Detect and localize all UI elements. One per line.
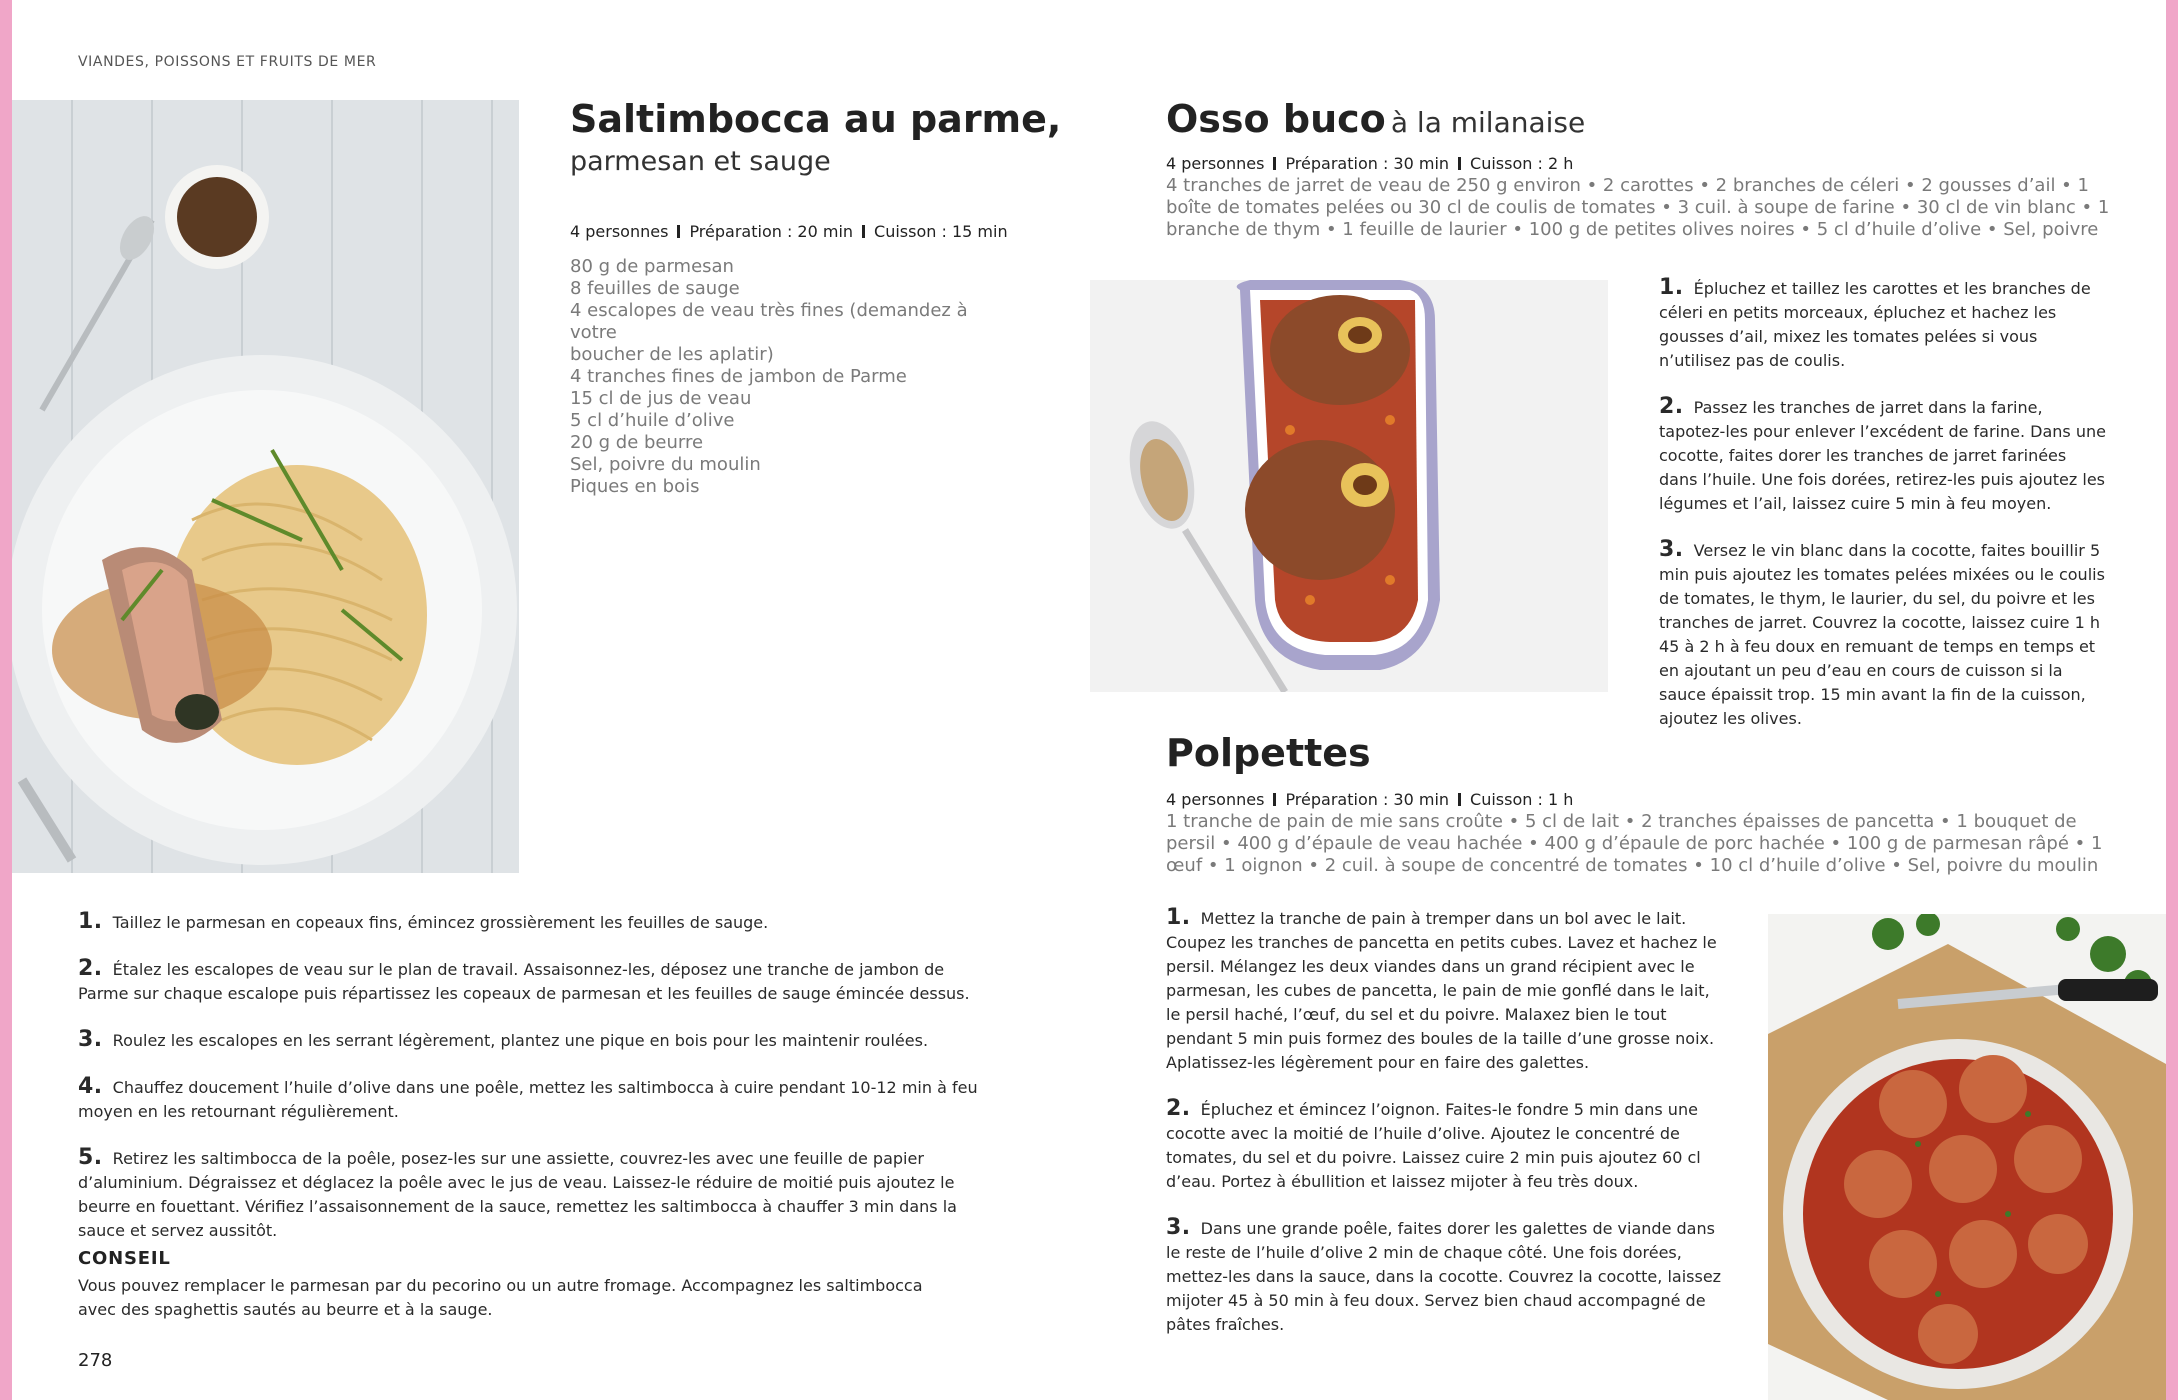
step-text: Épluchez et émincez l’oignon. Faites-le fondre 5 min dans une cocotte avec la moitié de l’huile d’olive. Ajoutez le concentré de tomates, du sel et du poivre. Laissez cuire 2 min puis ajoutez 60 cl d’eau. Portez à ébullition et laissez mijoter à feu très doux.: [1166, 1100, 1701, 1191]
step-text: Chauffez doucement l’huile d’olive dans une poêle, mettez les saltimbocca à cuire pendant 10-12 min à feu moyen en les retournant régulièrement.: [78, 1078, 978, 1121]
polpettes-servings: 4 personnes: [1166, 790, 1265, 809]
step-number: 1.: [78, 909, 103, 934]
recipe-step: [78, 957, 978, 1006]
meta-separator: [1273, 793, 1276, 806]
ingredient-item: 20 g de beurre: [570, 432, 704, 453]
ingredient-item: Sel, poivre du moulin: [570, 454, 761, 475]
ingredient-item: Piques en bois: [570, 476, 700, 497]
polpettes-steps: [1166, 906, 1726, 1359]
polpettes-meta: [1166, 790, 2126, 809]
section-label: VIANDES, POISSONS ET FRUITS DE MER: [78, 54, 377, 70]
tip-text: Vous pouvez remplacer le parmesan par du pecorino ou un autre fromage. Accompagnez les saltimbocca avec des spaghettis sautés au beurre et à la sauge.: [78, 1276, 923, 1319]
step-number: 5.: [78, 1145, 103, 1170]
meta-separator: [1273, 157, 1276, 170]
recipe-step: [1659, 395, 2109, 516]
step-text: Passez les tranches de jarret dans la farine, tapotez-les pour enlever l’excédent de farine. Dans une cocotte, faites dorer les tranches de jarret farinées dans l’huile. Une fois dorées, retirez-les puis ajoutez les légumes et l’ail, laissez cuire 5 min à feu moyen.: [1659, 398, 2106, 513]
saltimbocca-subtitle: parmesan et sauge: [570, 146, 831, 177]
meta-separator: [1458, 793, 1461, 806]
step-number: 2.: [1659, 394, 1684, 419]
meta-separator: [1458, 157, 1461, 170]
step-text: Roulez les escalopes en les serrant légèrement, plantez une pique en bois pour les maintenir roulées.: [112, 1031, 929, 1050]
recipe-step: [1659, 538, 2109, 731]
ingredient-item: 4 tranches fines de jambon de Parme: [570, 366, 907, 387]
ossobuco-title: Osso buco: [1166, 97, 1386, 141]
saltimbocca-prep-time: Préparation : 20 min: [689, 222, 854, 241]
meta-separator: [677, 225, 680, 238]
step-number: 2.: [1166, 1096, 1191, 1121]
page-edge-right: [2166, 0, 2178, 1400]
ossobuco-ingredients: 4 tranches de jarret de veau de 250 g environ • 2 carottes • 2 branches de céleri • 2 gousses d’ail • 1 boîte de tomates pelées ou 30 cl de coulis de tomates • 3 cuil. à soupe de farine • 30 cl de vin blanc • 1 branche de thym • 1 feuille de laurier • 100 g de petites olives noires • 5 cl d’huile d’olive • Sel, poivre: [1166, 175, 2110, 240]
saltimbocca-steps: [78, 910, 978, 1265]
recipe-step: [78, 1146, 978, 1243]
ingredient-item: 80 g de parmesan: [570, 256, 734, 277]
saltimbocca-meta: [570, 222, 1090, 241]
ingredient-item: 8 feuilles de sauge: [570, 278, 740, 299]
saltimbocca-photo: [12, 100, 519, 873]
ossobuco-prep-time: Préparation : 30 min: [1285, 154, 1450, 173]
ossobuco-steps: [1659, 276, 2109, 753]
step-text: Épluchez et taillez les carottes et les branches de céleri en petits morceaux, épluchez et hachez les gousses d’ail, mixez les tomates pelées si vous n’utilisez pas de coulis.: [1659, 279, 2091, 370]
recipe-step: [1659, 276, 2109, 373]
tip-heading: CONSEIL: [78, 1248, 171, 1269]
step-number: 3.: [1166, 1215, 1191, 1240]
recipe-step: [1166, 1216, 1726, 1337]
step-text: Mettez la tranche de pain à tremper dans un bol avec le lait. Coupez les tranches de pancetta en petits cubes. Lavez et hachez le persil. Mélangez les deux viandes dans un grand récipient avec le parmesan, les cubes de pancetta, le pain de mie gonflé dans le lait, le persil haché, l’œuf, du sel et du poivre. Malaxez bien le tout pendant 5 min puis formez des boules de la taille d’une grosse noix. Aplatissez-les légèrement pour en faire des galettes.: [1166, 909, 1717, 1072]
polpettes-cook-time: Cuisson : 1 h: [1470, 790, 1574, 809]
polpettes-prep-time: Préparation : 30 min: [1285, 790, 1450, 809]
step-number: 2.: [78, 956, 103, 981]
page-edge-left: [0, 0, 12, 1400]
recipe-step: [78, 1028, 978, 1053]
recipe-step: [1166, 1097, 1726, 1194]
ossobuco-heading: [1166, 96, 2066, 142]
step-text: Versez le vin blanc dans la cocotte, faites bouillir 5 min puis ajoutez les tomates pelées mixées ou le coulis de tomates, le thym, le laurier, du sel, du poivre et les tranches de jarret. Couvrez la cocotte, laissez cuire 1 h 45 à 2 h à feu doux en remuant de temps en temps et en ajoutant un peu d’eau en cours de cuisson si la sauce épaissit trop. 15 min avant la fin de la cuisson, ajoutez les olives.: [1659, 541, 2105, 728]
ingredient-item: 15 cl de jus de veau: [570, 388, 752, 409]
step-text: Retirez les saltimbocca de la poêle, posez-les sur une assiette, couvrez-les avec une feuille de papier d’aluminium. Dégraissez et déglacez la poêle avec le jus de veau. Laissez-le réduire de moitié puis ajoutez le beurre en fouettant. Vérifiez l’assaisonnement de la sauce, remettez les saltimbocca à chauffer 3 min dans la sauce et servez aussitôt.: [78, 1149, 957, 1240]
saltimbocca-cook-time: Cuisson : 15 min: [874, 222, 1008, 241]
polpettes-ingredients: 1 tranche de pain de mie sans croûte • 5 cl de lait • 2 tranches épaisses de pancetta • 1 bouquet de persil • 400 g d’épaule de veau hachée • 400 g d’épaule de porc hachée • 100 g de parmesan râpé • 1 œuf • 1 oignon • 2 cuil. à soupe de concentré de tomates • 10 cl d’huile d’olive • Sel, poivre du moulin: [1166, 811, 2103, 876]
step-text: Étalez les escalopes de veau sur le plan de travail. Assaisonnez-les, déposez une tranche de jambon de Parme sur chaque escalope puis répartissez les copeaux de parmesan et les feuilles de sauge émincée dessus.: [78, 960, 970, 1003]
step-number: 4.: [78, 1074, 103, 1099]
saltimbocca-title: Saltimbocca au parme,: [570, 97, 1062, 141]
step-number: 3.: [78, 1027, 103, 1052]
saltimbocca-heading: [570, 96, 1070, 182]
meta-separator: [862, 225, 865, 238]
step-number: 3.: [1659, 537, 1684, 562]
ingredient-item: boucher de les aplatir): [570, 344, 774, 365]
polpettes-photo: [1768, 914, 2166, 1400]
step-text: Taillez le parmesan en copeaux fins, émincez grossièrement les feuilles de sauge.: [112, 913, 769, 932]
step-number: 1.: [1166, 905, 1191, 930]
ossobuco-meta: [1166, 154, 2126, 173]
step-number: 1.: [1659, 275, 1684, 300]
ossobuco-cook-time: Cuisson : 2 h: [1470, 154, 1574, 173]
ossobuco-servings: 4 personnes: [1166, 154, 1265, 173]
page-number: 278: [78, 1350, 113, 1371]
recipe-step: [1166, 906, 1726, 1075]
step-text: Dans une grande poêle, faites dorer les galettes de viande dans le reste de l’huile d’olive 2 min de chaque côté. Une fois dorées, mettez-les dans la sauce, dans la cocotte. Couvrez la cocotte, laissez mijoter 45 à 50 min à feu doux. Servez bien chaud accompagné de pâtes fraîches.: [1166, 1219, 1722, 1334]
recipe-step: [78, 910, 978, 935]
ossobuco-subtitle: à la milanaise: [1390, 106, 1586, 139]
polpettes-title: Polpettes: [1166, 731, 1371, 775]
recipe-step: [78, 1075, 978, 1124]
ossobuco-photo: [1090, 280, 1608, 692]
saltimbocca-servings: 4 personnes: [570, 222, 669, 241]
ingredient-item: 4 escalopes de veau très fines (demandez à votre: [570, 300, 968, 343]
saltimbocca-ingredients: [570, 256, 1010, 498]
ingredient-item: 5 cl d’huile d’olive: [570, 410, 735, 431]
polpettes-heading: [1166, 730, 1766, 776]
